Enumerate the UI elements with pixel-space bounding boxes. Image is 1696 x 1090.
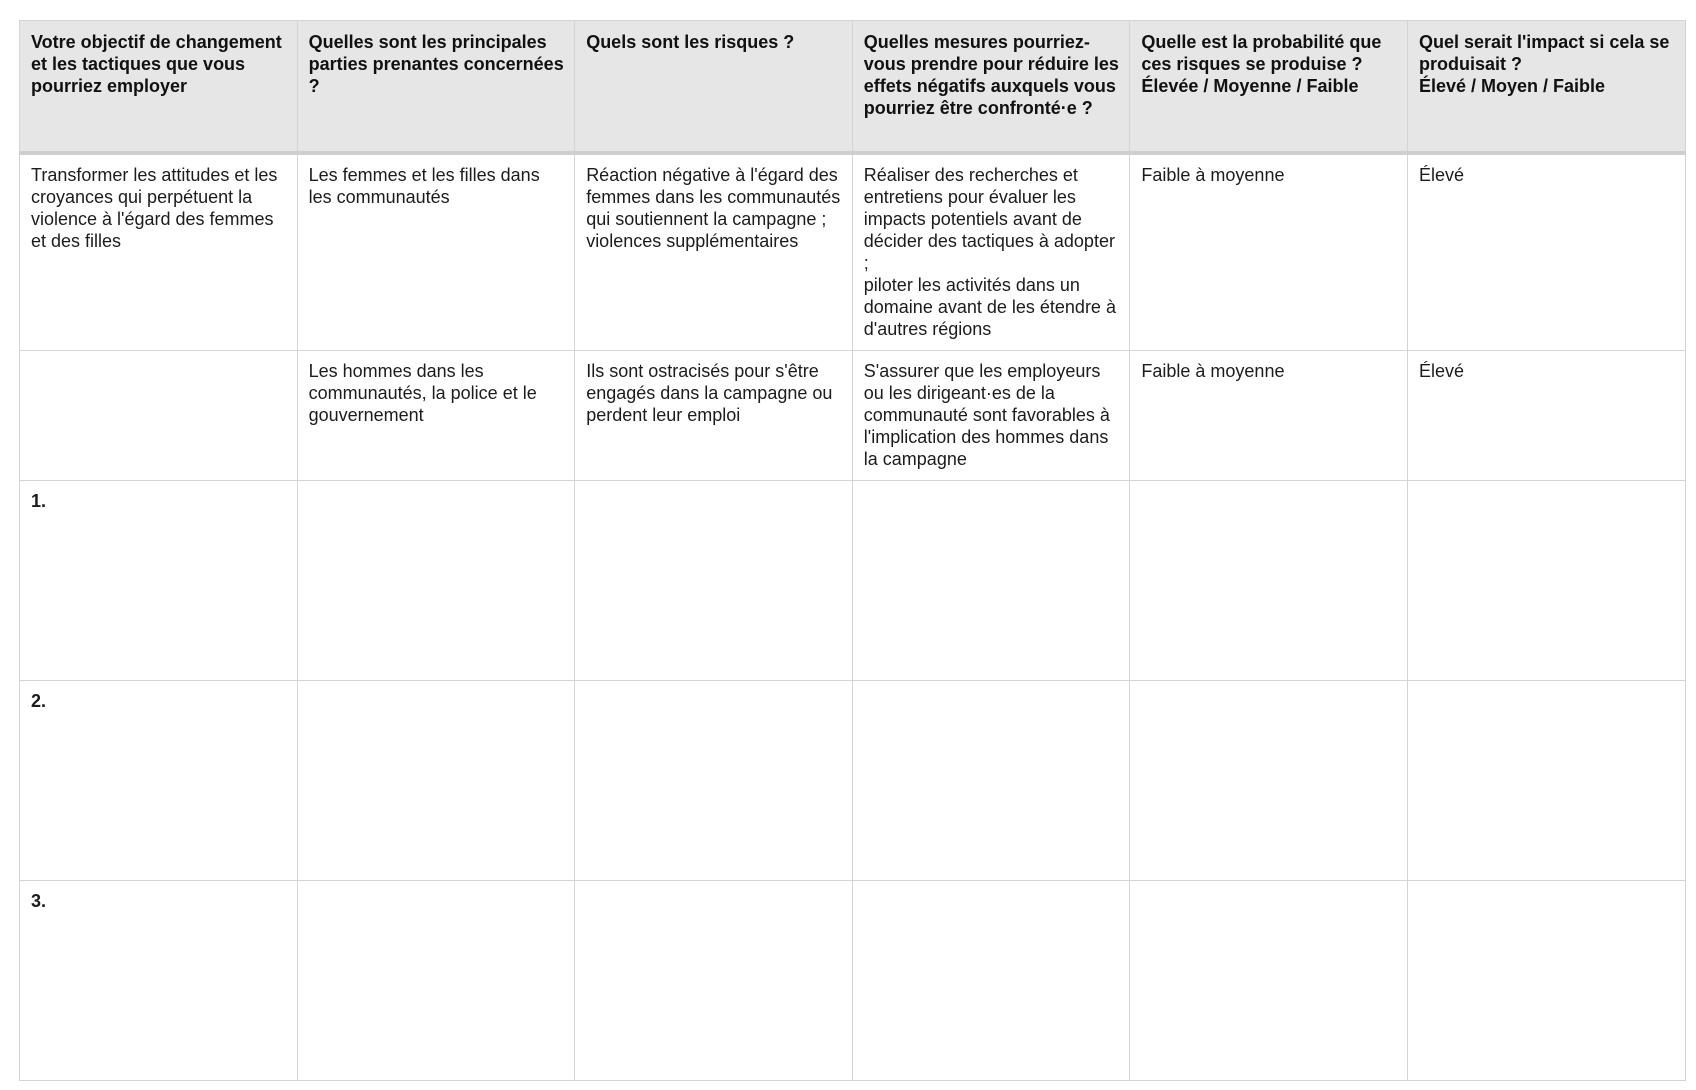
example-risks-cell[interactable]: Réaction négative à l'égard des femmes dans les communautés qui soutiennent la campagne ; violences supplémentaires bbox=[575, 153, 853, 351]
example-objective-cell[interactable]: Transformer les attitudes et les croyances qui perpétuent la violence à l'égard des femmes et des filles bbox=[20, 153, 298, 351]
blank-risks-cell[interactable] bbox=[575, 481, 853, 681]
table-row bbox=[20, 153, 1686, 351]
blank-stakeholders-cell[interactable] bbox=[297, 681, 575, 881]
risk-assessment-sheet bbox=[19, 20, 1685, 1081]
blank-risks-cell[interactable] bbox=[575, 881, 853, 1081]
row-number: 2. bbox=[31, 691, 47, 711]
example-measures-cell[interactable]: S'assurer que les employeurs ou les dirigeant·es de la communauté sont favorables à l'implication des hommes dans la campagne bbox=[852, 351, 1130, 481]
row-number: 1. bbox=[31, 491, 47, 511]
header-row bbox=[20, 21, 1686, 154]
blank-objective-cell[interactable] bbox=[20, 881, 298, 1081]
blank-impact-cell[interactable] bbox=[1407, 481, 1685, 681]
table-row bbox=[20, 681, 1686, 881]
header-risks: Quels sont les risques ? bbox=[575, 21, 853, 154]
blank-objective-cell[interactable] bbox=[20, 481, 298, 681]
header-stakeholders: Quelles sont les principales parties prenantes concernées ? bbox=[297, 21, 575, 154]
risk-assessment-table bbox=[19, 20, 1686, 1081]
blank-measures-cell[interactable] bbox=[852, 681, 1130, 881]
example-measures-line: piloter les activités dans un domaine avant de les étendre à d'autres régions bbox=[863, 275, 1116, 339]
blank-stakeholders-cell[interactable] bbox=[297, 881, 575, 1081]
blank-measures-cell[interactable] bbox=[852, 881, 1130, 1081]
header-probability bbox=[1130, 21, 1408, 154]
header-impact-scale: Élevé / Moyen / Faible bbox=[1418, 76, 1606, 96]
example-measures-line: Réaliser des recherches et entretiens pour évaluer les impacts potentiels avant de décider des tactiques à adopter ; bbox=[863, 165, 1115, 273]
example-risks-cell[interactable]: Ils sont ostracisés pour s'être engagés dans la campagne ou perdent leur emploi bbox=[575, 351, 853, 481]
blank-stakeholders-cell[interactable] bbox=[297, 481, 575, 681]
blank-probability-cell[interactable] bbox=[1130, 481, 1408, 681]
row-number: 3. bbox=[31, 891, 47, 911]
table-row bbox=[20, 351, 1686, 481]
example-impact-cell[interactable]: Élevé bbox=[1407, 153, 1685, 351]
header-objective: Votre objectif de changement et les tactiques que vous pourriez employer bbox=[20, 21, 298, 154]
blank-probability-cell[interactable] bbox=[1130, 681, 1408, 881]
example-objective-cell[interactable] bbox=[20, 351, 298, 481]
blank-impact-cell[interactable] bbox=[1407, 881, 1685, 1081]
blank-risks-cell[interactable] bbox=[575, 681, 853, 881]
example-stakeholders-cell[interactable]: Les femmes et les filles dans les communautés bbox=[297, 153, 575, 351]
example-probability-cell[interactable]: Faible à moyenne bbox=[1130, 153, 1408, 351]
blank-measures-cell[interactable] bbox=[852, 481, 1130, 681]
table-row bbox=[20, 881, 1686, 1081]
blank-probability-cell[interactable] bbox=[1130, 881, 1408, 1081]
header-probability-scale: Élevée / Moyenne / Faible bbox=[1141, 76, 1359, 96]
example-impact-cell[interactable]: Élevé bbox=[1407, 351, 1685, 481]
header-probability-question: Quelle est la probabilité que ces risques se produise ? bbox=[1141, 32, 1382, 74]
header-impact-question: Quel serait l'impact si cela se produisait ? bbox=[1418, 32, 1670, 74]
header-measures: Quelles mesures pourriez-vous prendre pour réduire les effets négatifs auxquels vous pourriez être confronté·e ? bbox=[852, 21, 1130, 154]
example-probability-cell[interactable]: Faible à moyenne bbox=[1130, 351, 1408, 481]
example-measures-cell[interactable] bbox=[852, 153, 1130, 351]
blank-impact-cell[interactable] bbox=[1407, 681, 1685, 881]
header-impact bbox=[1407, 21, 1685, 154]
table-row bbox=[20, 481, 1686, 681]
blank-objective-cell[interactable] bbox=[20, 681, 298, 881]
example-stakeholders-cell[interactable]: Les hommes dans les communautés, la police et le gouvernement bbox=[297, 351, 575, 481]
